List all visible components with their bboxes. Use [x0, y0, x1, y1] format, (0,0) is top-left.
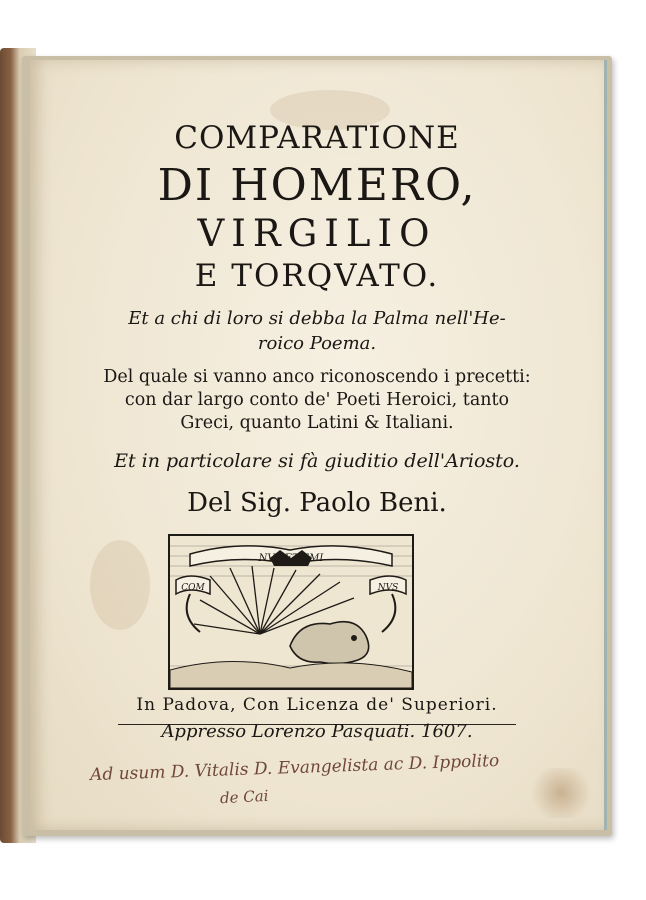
banner-top-text: NVS ET EMI: [258, 553, 324, 564]
subtitle-line-1: Et a chi di loro si debba la Palma nell'He-: [128, 308, 506, 329]
printers-mark-illustration: [170, 536, 412, 688]
printer-device-woodcut: [168, 534, 414, 690]
description-line-1: Del quale si vanno anco riconoscendo i precetti:: [103, 367, 531, 387]
banner-right-text: NVS: [377, 583, 399, 593]
manuscript-inscription-line-1: Ad usum D. Vitalis D. Evangelista ac D. Ippolito: [89, 750, 500, 786]
title-line-2: DI HOMERO,: [157, 160, 477, 211]
title-line-4: E TORQVATO.: [194, 258, 440, 294]
imprint-place: In Padova, Con Licenza de' Superiori.: [136, 695, 498, 715]
title-page: [30, 60, 607, 830]
ariosto-note: Et in particolare si fà giuditio dell'Ariosto.: [114, 450, 520, 472]
title-line-1: COMPARATIONE: [174, 120, 460, 156]
description-line-2: con dar largo conto de' Poeti Heroici, tanto: [124, 390, 510, 410]
banner-left-text: COM: [181, 583, 205, 593]
manuscript-inscription-line-2: de Cai: [219, 786, 269, 808]
author-line: Del Sig. Paolo Beni.: [187, 488, 447, 518]
foxing-stain: [90, 540, 150, 630]
imprint-printer: Appresso Lorenzo Pasquati. 1607.: [161, 721, 473, 742]
subtitle-line-2: roico Poema.: [257, 333, 377, 354]
corner-stain: [526, 768, 596, 818]
title-line-3: VIRGILIO: [197, 212, 437, 255]
description-line-3: Greci, quanto Latini & Italiani.: [180, 413, 454, 433]
